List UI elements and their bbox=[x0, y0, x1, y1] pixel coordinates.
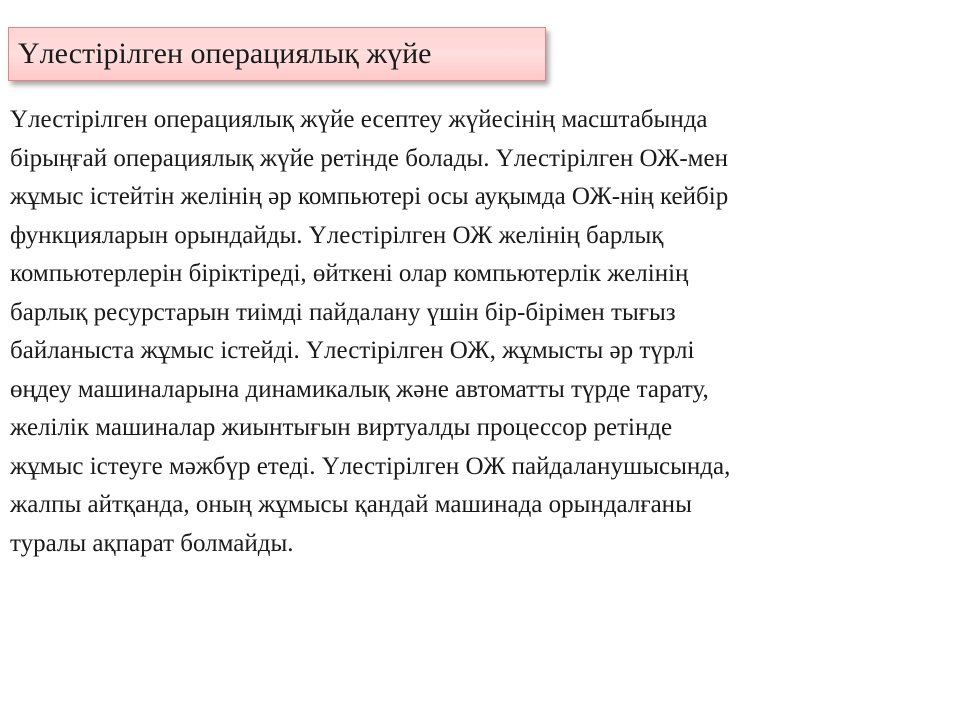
body-line: барлық ресурстарын тиімді пайдалану үшін бір-бірімен тығыз bbox=[10, 298, 676, 326]
body-line: байланыста жұмыс істейді. Үлестірілген ОЖ, жұмысты әр түрлі bbox=[10, 337, 695, 364]
slide-body bbox=[10, 101, 945, 563]
slide-title-box bbox=[8, 27, 546, 81]
body-line: жұмыс істеуге мәжбүр етеді. Үлестірілген ОЖ пайдаланушысында, bbox=[10, 452, 731, 480]
slide-title: Үлестірілген операциялық жүйе bbox=[18, 37, 432, 70]
body-line: Үлестірілген операциялық жүйе есептеу жүйесінің масштабында bbox=[10, 106, 708, 133]
body-line: желілік машиналар жиынтығын виртуалды процессор ретінде bbox=[10, 414, 673, 441]
body-line: туралы ақпарат болмайды. bbox=[10, 529, 294, 557]
body-line: өңдеу машиналарына динамикалық және автоматты түрде тарату, bbox=[10, 375, 709, 403]
body-line: компьютерлерін біріктіреді, өйткені олар компьютерлік желінің bbox=[10, 260, 689, 287]
body-line: функцияларын орындайды. Үлестірілген ОЖ желінің барлық bbox=[10, 221, 664, 249]
body-line: бірыңғай операциялық жүйе ретінде болады. Үлестірілген ОЖ-мен bbox=[10, 144, 728, 172]
body-line: жұмыс істейтін желінің әр компьютері осы ауқымда ОЖ-нің кейбір bbox=[10, 183, 729, 210]
body-line: жалпы айтқанда, оның жұмысы қандай машинада орындалғаны bbox=[10, 491, 692, 518]
